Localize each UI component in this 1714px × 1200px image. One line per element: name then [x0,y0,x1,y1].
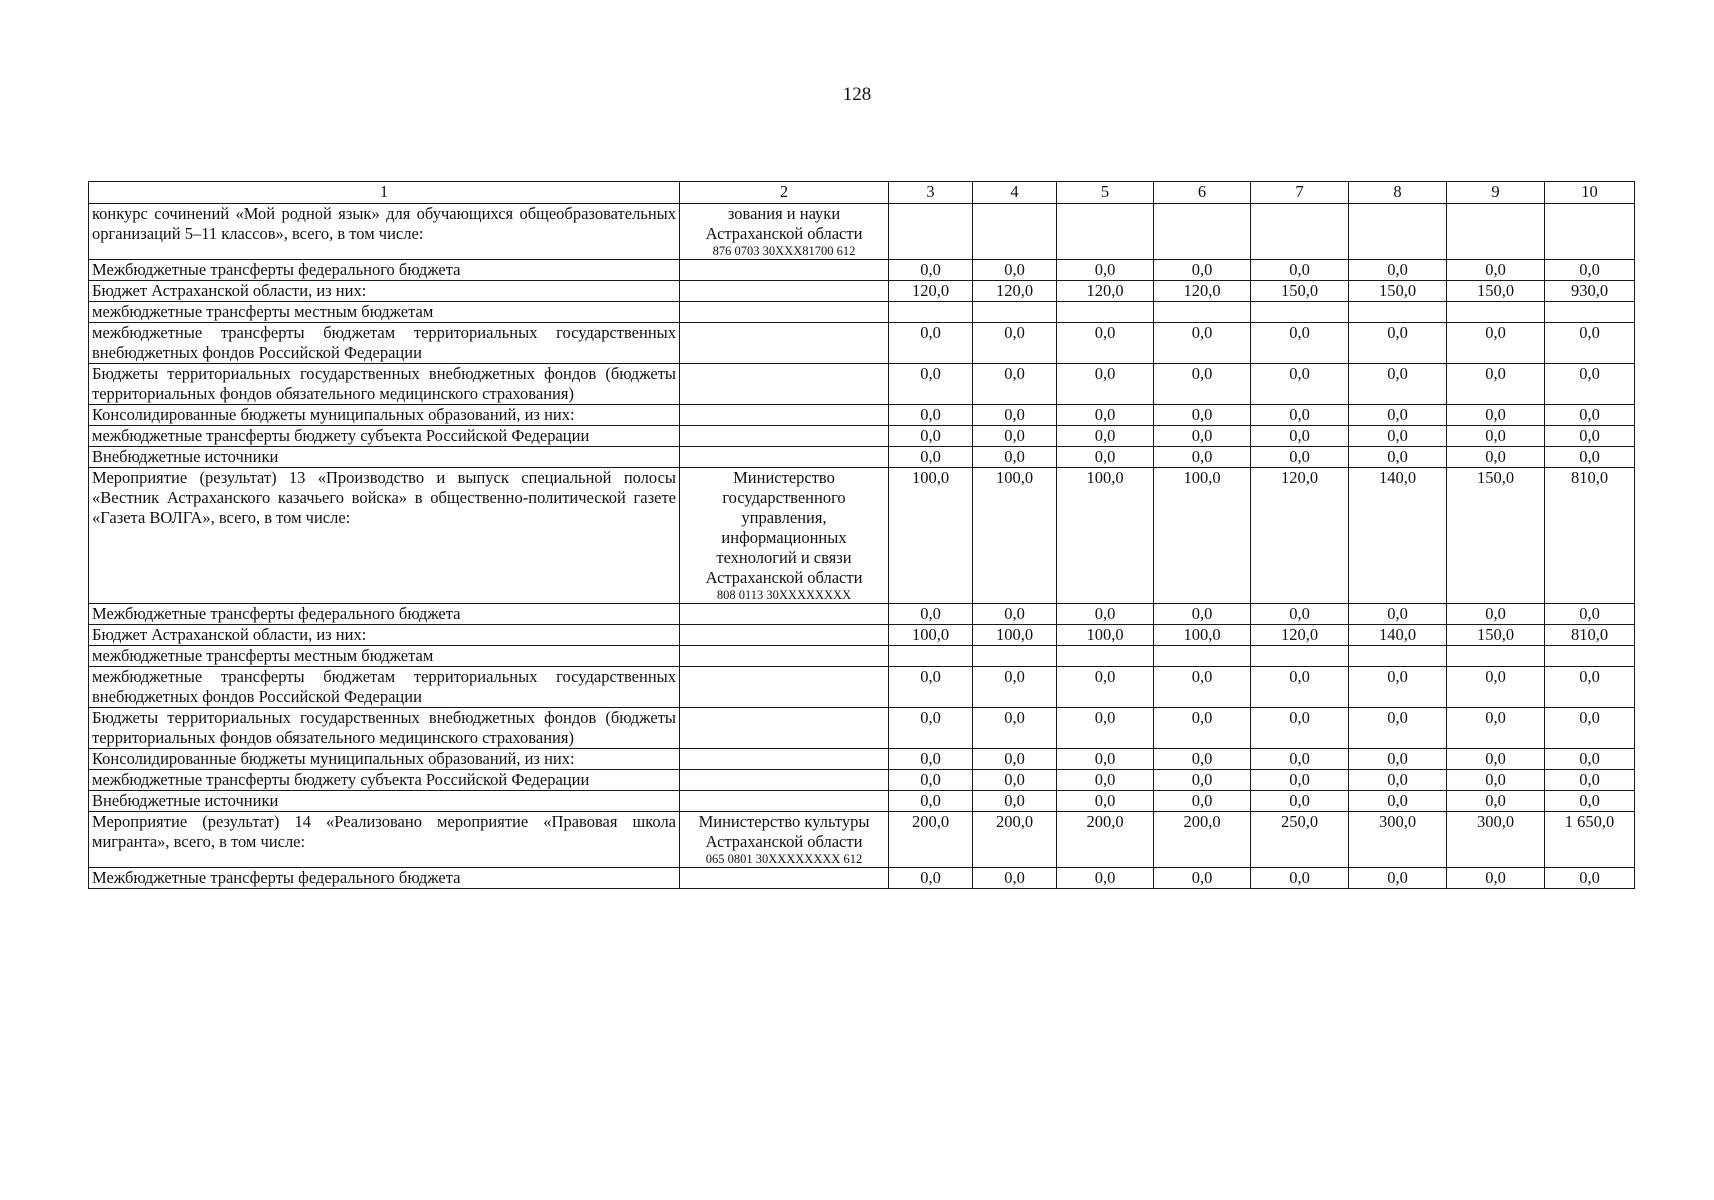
value-cell: 0,0 [1447,426,1545,447]
value-cell: 0,0 [1251,405,1349,426]
value-cell: 0,0 [889,708,973,749]
value-cell: 0,0 [973,260,1057,281]
table-row [89,708,1635,749]
value-cell: 0,0 [973,868,1057,889]
value-cell: 0,0 [1154,323,1251,364]
value-cell: 140,0 [1349,625,1447,646]
value-cell: 0,0 [973,405,1057,426]
column-number-row [89,182,1635,204]
value-cell: 930,0 [1545,281,1635,302]
responsible-executor-cell [680,791,889,812]
value-cell: 150,0 [1447,625,1545,646]
value-cell: 0,0 [1545,260,1635,281]
value-cell: 0,0 [1349,323,1447,364]
value-cell: 0,0 [1349,749,1447,770]
value-cell: 0,0 [1545,708,1635,749]
value-cell: 0,0 [1057,364,1154,405]
value-cell: 0,0 [1545,426,1635,447]
row-description: Мероприятие (результат) 14 «Реализовано мероприятие «Правовая школа мигранта», всего, в том числе: [89,812,680,868]
value-cell: 100,0 [1154,468,1251,604]
value-cell: 0,0 [1349,447,1447,468]
table-row [89,260,1635,281]
value-cell: 810,0 [1545,468,1635,604]
value-cell: 300,0 [1349,812,1447,868]
column-header: 10 [1545,182,1635,204]
table-row [89,302,1635,323]
value-cell: 0,0 [889,791,973,812]
value-cell [1057,646,1154,667]
value-cell: 120,0 [973,281,1057,302]
responsible-executor-cell [680,708,889,749]
value-cell: 0,0 [1154,770,1251,791]
value-cell [1349,302,1447,323]
value-cell: 0,0 [1251,749,1349,770]
value-cell: 0,0 [1447,260,1545,281]
value-cell [889,302,973,323]
value-cell: 0,0 [1057,770,1154,791]
table-body [89,204,1635,889]
value-cell: 0,0 [1057,749,1154,770]
value-cell: 0,0 [889,260,973,281]
value-cell: 0,0 [973,667,1057,708]
value-cell: 0,0 [973,791,1057,812]
value-cell [1251,204,1349,260]
table-row [89,323,1635,364]
value-cell: 120,0 [1154,281,1251,302]
value-cell [1251,302,1349,323]
value-cell: 0,0 [1154,364,1251,405]
value-cell [973,646,1057,667]
row-description: Внебюджетные источники [89,447,680,468]
value-cell: 0,0 [1545,447,1635,468]
value-cell: 0,0 [1447,447,1545,468]
column-header: 2 [680,182,889,204]
value-cell: 0,0 [1349,405,1447,426]
value-cell: 0,0 [1057,868,1154,889]
value-cell: 0,0 [1154,667,1251,708]
value-cell: 0,0 [1349,364,1447,405]
responsible-executor-cell [680,604,889,625]
value-cell: 0,0 [1154,868,1251,889]
value-cell: 150,0 [1447,281,1545,302]
value-cell: 0,0 [889,364,973,405]
row-description: Внебюджетные источники [89,791,680,812]
value-cell: 100,0 [889,468,973,604]
value-cell [1349,646,1447,667]
value-cell: 0,0 [1349,708,1447,749]
value-cell [973,204,1057,260]
responsible-executor-cell [680,667,889,708]
value-cell: 200,0 [1057,812,1154,868]
responsible-executor-cell [680,625,889,646]
value-cell: 120,0 [889,281,973,302]
value-cell: 0,0 [1057,426,1154,447]
column-header: 1 [89,182,680,204]
value-cell: 200,0 [973,812,1057,868]
responsible-executor-cell [680,468,889,604]
value-cell: 0,0 [1349,868,1447,889]
value-cell: 100,0 [973,468,1057,604]
value-cell: 0,0 [973,604,1057,625]
value-cell: 0,0 [889,447,973,468]
value-cell: 0,0 [1545,364,1635,405]
value-cell: 0,0 [1057,447,1154,468]
value-cell: 0,0 [1057,260,1154,281]
value-cell [1154,302,1251,323]
value-cell: 100,0 [889,625,973,646]
responsible-executor-cell [680,426,889,447]
table-row [89,364,1635,405]
value-cell: 0,0 [1057,323,1154,364]
value-cell: 0,0 [1154,260,1251,281]
value-cell [1154,204,1251,260]
value-cell: 0,0 [1154,405,1251,426]
row-description: Межбюджетные трансферты федерального бюджета [89,260,680,281]
column-header: 9 [1447,182,1545,204]
responsible-executor-cell [680,260,889,281]
value-cell: 0,0 [1251,426,1349,447]
table-row [89,791,1635,812]
value-cell [1057,302,1154,323]
value-cell: 0,0 [889,405,973,426]
value-cell: 0,0 [973,323,1057,364]
row-description: Бюджеты территориальных государственных внебюджетных фондов (бюджеты территориальных фондов обязательного медицинского страхования) [89,364,680,405]
budget-classification-code: 808 0113 30XXXXXXXX [716,588,852,602]
budget-table [88,181,1635,889]
table-row [89,812,1635,868]
row-description: Бюджет Астраханской области, из них: [89,281,680,302]
value-cell: 0,0 [1154,749,1251,770]
table-row [89,447,1635,468]
value-cell: 0,0 [889,749,973,770]
value-cell: 150,0 [1251,281,1349,302]
value-cell: 0,0 [1545,604,1635,625]
value-cell: 0,0 [1545,868,1635,889]
column-header: 7 [1251,182,1349,204]
table-row [89,204,1635,260]
value-cell: 0,0 [1447,604,1545,625]
value-cell: 0,0 [889,770,973,791]
value-cell [889,204,973,260]
value-cell: 0,0 [1447,405,1545,426]
value-cell: 0,0 [889,323,973,364]
row-description: межбюджетные трансферты бюджету субъекта Российской Федерации [89,426,680,447]
value-cell: 250,0 [1251,812,1349,868]
row-description: межбюджетные трансферты бюджету субъекта Российской Федерации [89,770,680,791]
value-cell: 0,0 [973,708,1057,749]
value-cell: 0,0 [1251,770,1349,791]
value-cell: 0,0 [1057,667,1154,708]
value-cell: 0,0 [1349,667,1447,708]
value-cell [1447,204,1545,260]
value-cell: 1 650,0 [1545,812,1635,868]
value-cell: 0,0 [973,426,1057,447]
value-cell: 140,0 [1349,468,1447,604]
value-cell: 0,0 [1251,868,1349,889]
row-description: Бюджет Астраханской области, из них: [89,625,680,646]
value-cell: 810,0 [1545,625,1635,646]
responsible-executor-cell [680,364,889,405]
row-description: Консолидированные бюджеты муниципальных образований, из них: [89,749,680,770]
row-description: межбюджетные трансферты бюджетам территориальных государственных внебюджетных фондов Российской Федерации [89,323,680,364]
value-cell: 0,0 [1251,364,1349,405]
responsible-executor-cell [680,447,889,468]
value-cell: 0,0 [889,868,973,889]
responsible-executor-cell [680,868,889,889]
value-cell: 0,0 [1154,447,1251,468]
table-row [89,770,1635,791]
column-header: 5 [1057,182,1154,204]
value-cell: 0,0 [1057,708,1154,749]
responsible-executor-cell [680,749,889,770]
value-cell: 0,0 [1545,667,1635,708]
value-cell [1349,204,1447,260]
budget-classification-code: 876 0703 30XXX81700 612 [712,244,856,258]
value-cell: 0,0 [1447,667,1545,708]
value-cell: 100,0 [1154,625,1251,646]
value-cell: 0,0 [1349,426,1447,447]
value-cell: 0,0 [1545,749,1635,770]
value-cell: 0,0 [1349,604,1447,625]
column-header: 6 [1154,182,1251,204]
value-cell: 120,0 [1251,625,1349,646]
value-cell [1251,646,1349,667]
value-cell: 0,0 [1545,791,1635,812]
table-row [89,604,1635,625]
value-cell: 0,0 [1447,323,1545,364]
table-row [89,405,1635,426]
table-row [89,646,1635,667]
table-row [89,868,1635,889]
value-cell [889,646,973,667]
column-header: 4 [973,182,1057,204]
value-cell: 0,0 [973,770,1057,791]
value-cell: 0,0 [1154,708,1251,749]
value-cell [1545,646,1635,667]
table-row [89,281,1635,302]
responsible-executor-cell [680,281,889,302]
row-description: конкурс сочинений «Мой родной язык» для обучающихся общеобразовательных организаций 5–11 классов», всего, в том числе: [89,204,680,260]
value-cell: 0,0 [1251,667,1349,708]
value-cell: 120,0 [1251,468,1349,604]
value-cell: 0,0 [1251,708,1349,749]
value-cell: 0,0 [1154,426,1251,447]
value-cell [1545,302,1635,323]
table-row [89,468,1635,604]
responsible-executor-cell [680,812,889,868]
value-cell: 0,0 [1057,791,1154,812]
value-cell: 0,0 [973,364,1057,405]
value-cell [1154,646,1251,667]
value-cell: 0,0 [889,604,973,625]
value-cell: 0,0 [1349,770,1447,791]
value-cell: 0,0 [1545,405,1635,426]
value-cell: 0,0 [1447,791,1545,812]
value-cell: 200,0 [889,812,973,868]
row-description: Бюджеты территориальных государственных внебюджетных фондов (бюджеты территориальных фондов обязательного медицинского страхования) [89,708,680,749]
column-header: 3 [889,182,973,204]
value-cell: 0,0 [1251,791,1349,812]
responsible-executor-cell [680,323,889,364]
value-cell: 0,0 [1251,260,1349,281]
table-row [89,426,1635,447]
value-cell: 150,0 [1447,468,1545,604]
value-cell: 0,0 [1349,791,1447,812]
value-cell: 0,0 [1447,749,1545,770]
value-cell: 0,0 [1447,770,1545,791]
value-cell: 0,0 [889,667,973,708]
budget-classification-code: 065 0801 30XXXXXXXX 612 [705,852,863,866]
value-cell [1447,302,1545,323]
table-row [89,667,1635,708]
value-cell: 0,0 [973,749,1057,770]
value-cell: 0,0 [1545,323,1635,364]
value-cell: 0,0 [1057,405,1154,426]
responsible-executor: зования и науки Астраханской области [705,204,863,243]
responsible-executor-cell [680,646,889,667]
value-cell: 0,0 [1251,323,1349,364]
value-cell: 100,0 [973,625,1057,646]
value-cell: 300,0 [1447,812,1545,868]
value-cell [973,302,1057,323]
responsible-executor-cell [680,770,889,791]
value-cell [1057,204,1154,260]
row-description: межбюджетные трансферты местным бюджетам [89,302,680,323]
row-description: Мероприятие (результат) 13 «Производство и выпуск специальной полосы «Вестник Астраханского казачьего войска» в общественно-политической газете «Газета ВОЛГА», всего, в том числе: [89,468,680,604]
value-cell: 0,0 [1251,604,1349,625]
value-cell: 150,0 [1349,281,1447,302]
value-cell [1447,646,1545,667]
row-description: Межбюджетные трансферты федерального бюджета [89,868,680,889]
value-cell: 0,0 [1447,364,1545,405]
table-row [89,625,1635,646]
value-cell: 100,0 [1057,468,1154,604]
value-cell: 0,0 [1447,868,1545,889]
row-description: межбюджетные трансферты местным бюджетам [89,646,680,667]
responsible-executor-cell [680,405,889,426]
responsible-executor-cell [680,204,889,260]
column-header: 8 [1349,182,1447,204]
value-cell: 200,0 [1154,812,1251,868]
value-cell: 0,0 [889,426,973,447]
table-row [89,749,1635,770]
responsible-executor: Министерство культуры Астраханской области [698,812,870,851]
row-description: межбюджетные трансферты бюджетам территориальных государственных внебюджетных фондов Российской Федерации [89,667,680,708]
row-description: Консолидированные бюджеты муниципальных образований, из них: [89,405,680,426]
value-cell: 0,0 [1154,604,1251,625]
value-cell [1545,204,1635,260]
value-cell: 0,0 [1251,447,1349,468]
value-cell: 120,0 [1057,281,1154,302]
value-cell: 0,0 [1154,791,1251,812]
value-cell: 0,0 [1447,708,1545,749]
responsible-executor: Министерство государственного управления, информационных технологий и связи Астраханской области [705,468,863,587]
row-description: Межбюджетные трансферты федерального бюджета [89,604,680,625]
responsible-executor-cell [680,302,889,323]
value-cell: 100,0 [1057,625,1154,646]
value-cell: 0,0 [1057,604,1154,625]
value-cell: 0,0 [1545,770,1635,791]
value-cell: 0,0 [1349,260,1447,281]
page-number: 128 [842,84,872,105]
value-cell: 0,0 [973,447,1057,468]
